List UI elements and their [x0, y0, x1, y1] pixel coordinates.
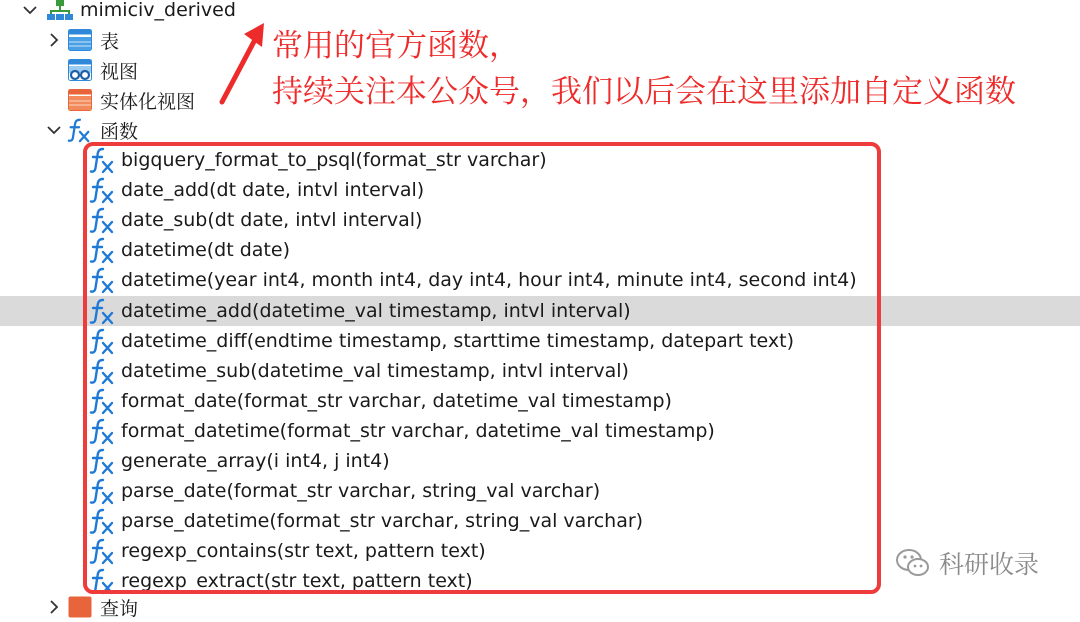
function-row[interactable]: [0, 446, 1080, 476]
function-icon: [88, 477, 116, 505]
function-label: generate_array(i int4, j int4): [121, 450, 390, 472]
function-icon: [88, 357, 116, 385]
query-icon: [67, 594, 93, 620]
tree-node-tables[interactable]: [0, 25, 1080, 55]
schema-label: mimiciv_derived: [80, 0, 236, 21]
annotation-arrow-icon: [214, 20, 274, 110]
tree-node-schema[interactable]: [0, 0, 1080, 25]
views-label: 视图: [100, 60, 139, 83]
function-row[interactable]: [0, 145, 1080, 175]
materialized-view-icon: [67, 87, 93, 113]
function-label: format_datetime(format_str varchar, datetime_val timestamp): [121, 419, 715, 442]
function-icon: [88, 146, 116, 174]
function-icon: [88, 387, 116, 415]
queries-label: 查询: [100, 597, 139, 620]
function-row[interactable]: [0, 175, 1080, 205]
tree-node-queries[interactable]: [0, 592, 1080, 622]
table-icon: [67, 27, 93, 53]
function-icon: [66, 117, 92, 143]
function-label: datetime_sub(datetime_val timestamp, intvl interval): [121, 359, 629, 382]
watermark: [895, 545, 1039, 581]
function-row[interactable]: [0, 416, 1080, 446]
function-row[interactable]: [0, 265, 1080, 295]
function-label: datetime(dt date): [121, 239, 290, 262]
function-label: datetime_diff(endtime timestamp, starttime timestamp, datepart text): [121, 329, 794, 352]
tables-label: 表: [100, 30, 120, 53]
function-label: parse_date(format_str varchar, string_val varchar): [121, 480, 601, 503]
function-icon: [88, 206, 116, 234]
function-label: format_date(format_str varchar, datetime_val timestamp): [121, 389, 672, 412]
function-row[interactable]: [0, 326, 1080, 356]
tree-node-functions[interactable]: [0, 115, 1080, 145]
function-icon: [88, 537, 116, 565]
chevron-right-icon[interactable]: [44, 30, 64, 50]
function-row[interactable]: [0, 476, 1080, 506]
database-schema-icon: [47, 0, 73, 23]
function-icon: [88, 507, 116, 535]
function-label: parse_datetime(format_str varchar, string_val varchar): [121, 510, 644, 533]
chevron-down-icon[interactable]: [44, 120, 64, 140]
function-icon: [88, 417, 116, 445]
function-icon: [88, 327, 116, 355]
function-row[interactable]: [0, 386, 1080, 416]
wechat-icon: [895, 548, 931, 578]
chevron-down-icon[interactable]: [20, 0, 40, 20]
functions-label: 函数: [100, 120, 139, 143]
function-icon: [88, 236, 116, 264]
function-icon: [88, 297, 116, 325]
function-label: regexp_extract(str text, pattern text): [121, 570, 473, 593]
materialized-views-label: 实体化视图: [100, 90, 196, 113]
watermark-text: 科研收录: [939, 550, 1040, 579]
function-label: datetime_add(datetime_val timestamp, intvl interval): [121, 299, 631, 322]
function-icon: [88, 447, 116, 475]
annotation-line-1: 常用的官方函数，: [272, 28, 520, 64]
function-label: regexp_contains(str text, pattern text): [121, 540, 486, 563]
annotation-line-2: 持续关注本公众号，我们以后会在这里添加自定义函数: [272, 74, 1016, 110]
function-label: date_add(dt date, intvl interval): [121, 179, 425, 202]
function-label: date_sub(dt date, intvl interval): [121, 209, 423, 232]
function-label: bigquery_format_to_psql(format_str varchar): [121, 149, 547, 171]
function-label: datetime(year int4, month int4, day int4, hour int4, minute int4, second int4): [121, 269, 857, 292]
function-row[interactable]: [0, 205, 1080, 235]
function-row[interactable]: [0, 296, 1080, 326]
function-row[interactable]: [0, 235, 1080, 265]
function-row[interactable]: [0, 356, 1080, 386]
function-icon: [88, 176, 116, 204]
function-icon: [88, 266, 116, 294]
view-icon: [67, 57, 93, 83]
chevron-right-icon[interactable]: [44, 597, 64, 617]
function-row[interactable]: [0, 506, 1080, 536]
